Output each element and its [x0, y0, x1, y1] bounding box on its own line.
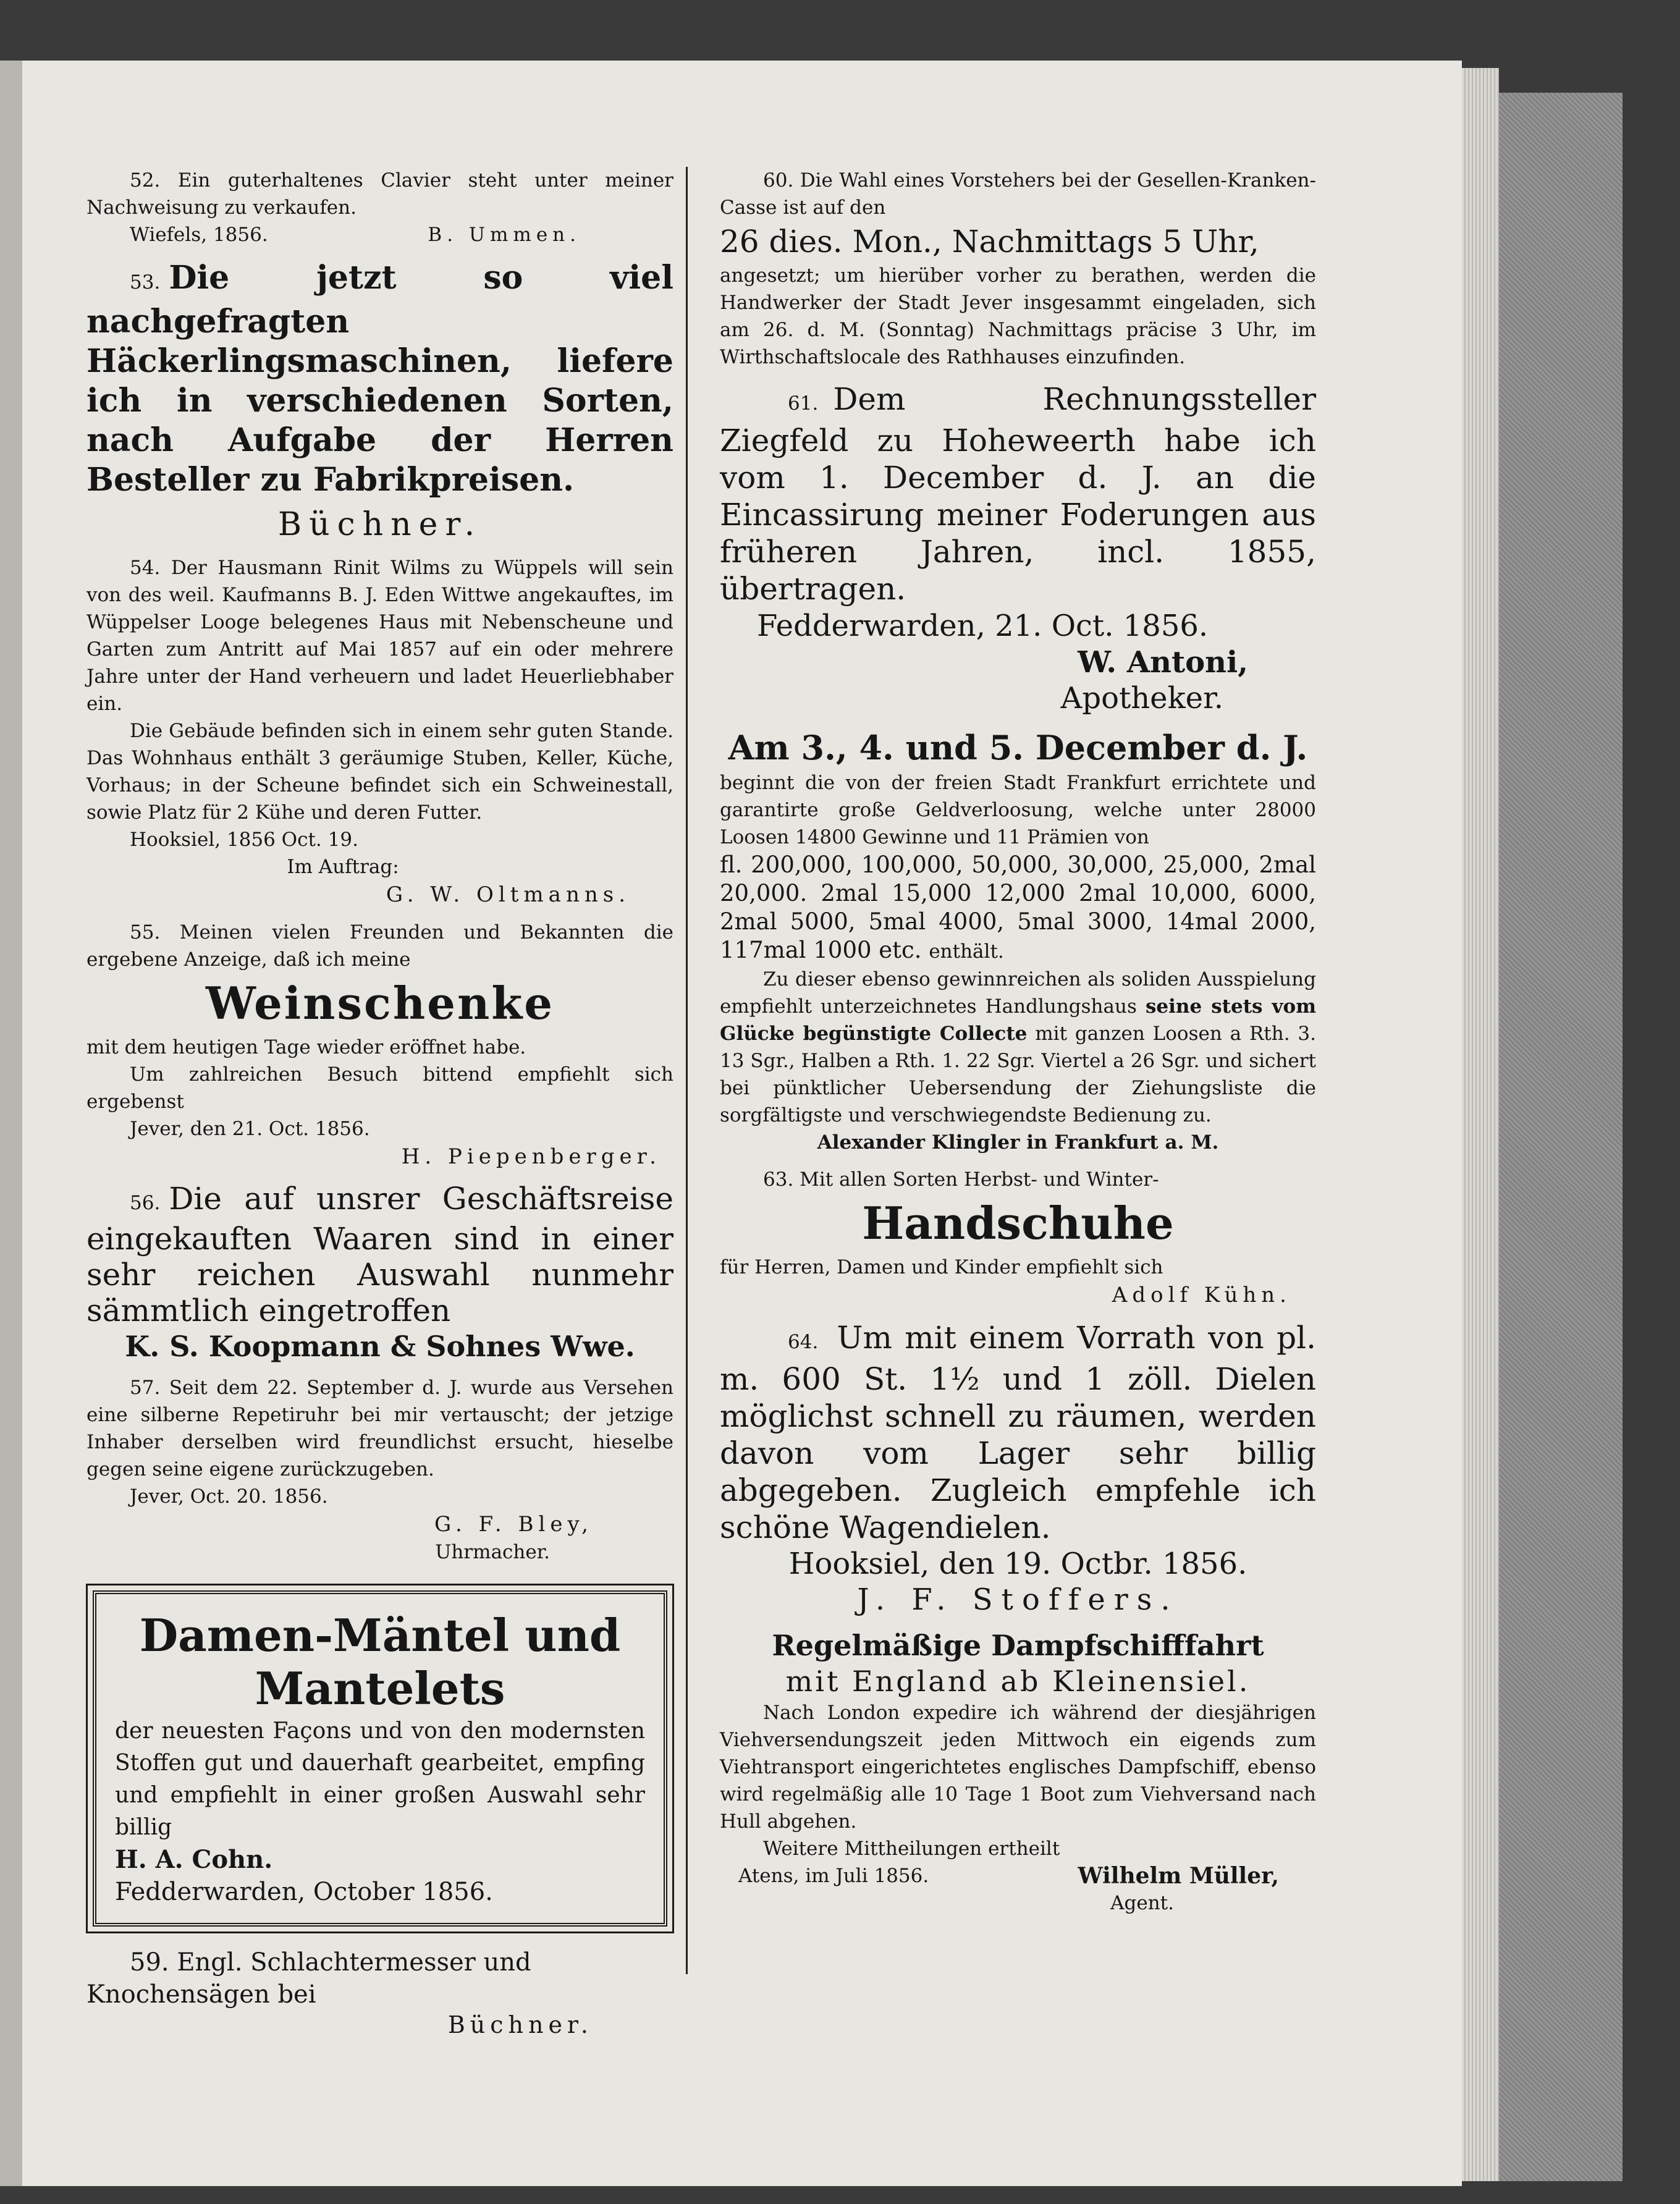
- ad-65-title-2: mit England ab Kleinensiel.: [785, 1665, 1251, 1698]
- ad-63-p1: 63. Mit allen Sorten Herbst- und Winter-: [763, 1168, 1159, 1191]
- ad-62-p1: beginnt die von der freien Stadt Frankfurt errichtete und garantirte große Geldverloosung, welche unter 28000 Loosen 14800 Gewinne und 11 Prämien von: [720, 772, 1316, 848]
- ad-65-p2: Weitere Mittheilungen ertheilt: [763, 1838, 1060, 1860]
- ad-61-role: Apotheker.: [1060, 681, 1223, 716]
- ad-62-p2b: seine stets vom Glücke begünstigte Collecte: [720, 995, 1316, 1045]
- ad-57-role: Uhrmacher.: [435, 1541, 550, 1563]
- ad-61-place: Fedderwarden, 21. Oct. 1856.: [757, 609, 1209, 643]
- ad-55-p1: 55. Meinen vielen Freunden und Bekannten die ergebene Anzeige, daß ich meine: [87, 921, 673, 971]
- ad-62-title: Am 3., 4. und 5. December d. J.: [728, 728, 1308, 767]
- ad-53-text: Die jetzt so viel nachgefragten Häckerlingsmaschinen, liefere ich in verschiedenen Sorten, nach Aufgabe der Herren Besteller zu Fabrikpreisen.: [87, 259, 673, 499]
- ad-61-text: Dem Rechnungssteller Ziegfeld zu Hoheweerth habe ich vom 1. December d. J. an die Eincassirung meiner Foderungen aus früheren Jahren, incl. 1855, übertragen.: [720, 381, 1316, 607]
- book-page-edges: [1462, 68, 1499, 2181]
- ad-60-date: 26 dies. Mon., Nachmittags 5 Uhr,: [720, 224, 1259, 260]
- ad-58-framed-box: [93, 1590, 667, 1927]
- ad-60: [720, 167, 1316, 371]
- ad-55-title: Weinschenke: [205, 977, 555, 1029]
- ad-64-place: Hooksiel, den 19. Octbr. 1856.: [788, 1547, 1247, 1581]
- ad-60-p2: angesetzt; um hierüber vorher zu berathen, werden die Handwerker der Stadt Jever insgesammt eingeladen, sich am 26. d. M. (Sonntag) Nachmittags präcise 3 Uhr, im Wirthschaftslocale des Rathhauses einzufinden.: [720, 264, 1316, 368]
- ad-52-signature: B. Ummen.: [428, 224, 581, 246]
- ad-57-place: Jever, Oct. 20. 1856.: [130, 1485, 328, 1508]
- ad-55-signature: H. Piepenberger.: [401, 1144, 661, 1169]
- ad-59: [87, 1946, 673, 2039]
- ad-64-signature: J. F. Stoffers.: [857, 1582, 1179, 1617]
- ad-52: [87, 167, 673, 248]
- ad-65-title-1: Regelmäßige Dampfschifffahrt: [772, 1629, 1264, 1662]
- ad-54-place: Hooksiel, 1856 Oct. 19.: [130, 829, 358, 851]
- ad-62-prizes: fl. 200,000, 100,000, 50,000, 30,000, 25,000, 2mal 20,000. 2mal 15,000 12,000 2mal 10,000, 6000, 2mal 5000, 5mal 4000, 5mal 3000, 14mal 2000, 117mal 1000 etc.: [720, 851, 1316, 963]
- ad-54-signature: G. W. Oltmanns.: [386, 882, 630, 907]
- ad-53-number: 53.: [130, 271, 161, 293]
- ad-64-text: Um mit einem Vorrath von pl. m. 600 St. 1½ und 1 zöll. Dielen möglichst schnell zu räumen, werden davon vom Lager sehr billig abgegeben. Zugleich empfehle ich schöne Wagendielen.: [720, 1320, 1316, 1545]
- ad-58-signature: H. A. Cohn.: [115, 1845, 273, 1874]
- ad-63-signature: Adolf Kühn.: [1112, 1283, 1291, 1307]
- ad-55-place: Jever, den 21. Oct. 1856.: [130, 1118, 370, 1140]
- page-left-edge: [0, 61, 22, 2186]
- ad-58-title: Damen-Mäntel und Mantelets: [139, 1609, 621, 1715]
- ad-64: [720, 1319, 1316, 1618]
- right-column: [720, 167, 1316, 1927]
- ad-53: [87, 258, 673, 544]
- ad-65-signature: Wilhelm Müller,: [1078, 1863, 1279, 1889]
- ad-65-place: Atens, im Juli 1856.: [738, 1865, 929, 1887]
- ad-59-signature: Büchner.: [447, 2011, 593, 2038]
- ad-63-p2: für Herren, Damen und Kinder empfiehlt sich: [720, 1256, 1163, 1278]
- ad-59-text: 59. Engl. Schlachtermesser und Knochensägen bei: [87, 1948, 531, 2009]
- ad-54-order: Im Auftrag:: [287, 856, 399, 878]
- ad-56-text: Die auf unsrer Geschäftsreise eingekauften Waaren sind in einer sehr reichen Auswahl nunmehr sämmtlich eingetroffen: [87, 1181, 673, 1328]
- ad-55: [87, 919, 673, 1171]
- ad-54-p1: 54. Der Hausmann Rinit Wilms zu Wüppels will sein von des weil. Kaufmanns B. J. Eden Wittwe angekauftes, im Wüppelser Looge belegenes Haus mit Nebenscheune und Garten zum Antritt auf Mai 1857 auf ein oder mehrere Jahre unter der Hand verheuern und ladet Heuerliebhaber ein.: [87, 557, 673, 715]
- ad-57-signature: G. F. Bley,: [434, 1512, 593, 1537]
- ad-62-prizes-end: enthält.: [929, 940, 1004, 963]
- ad-55-p3: Um zahlreichen Besuch bittend empfiehlt sich ergebenst: [87, 1063, 673, 1113]
- ad-62-signature: Alexander Klingler in Frankfurt a. M.: [817, 1131, 1219, 1154]
- ad-60-p1: 60. Die Wahl eines Vorstehers bei der Gesellen-Kranken-Casse ist auf den: [720, 169, 1316, 219]
- ad-57-p1: 57. Seit dem 22. September d. J. wurde aus Versehen eine silberne Repetiruhr bei mir vertauscht; der jetzige Inhaber derselben wird freundlichst ersucht, hieselbe gegen seine eigene zurückzugeben.: [87, 1377, 673, 1480]
- ad-55-p2: mit dem heutigen Tage wieder eröffnet habe.: [87, 1036, 526, 1058]
- ad-65-p1: Nach London expedire ich während der diesjährigen Viehversendungszeit jeden Mittwoch ein eigends zum Viehtransport eingerichtetes englisches Dampfschiff, ebenso wird regelmäßig alle 10 Tage 1 Boot zum Viehversand nach Hull abgehen.: [720, 1702, 1316, 1833]
- column-divider: [686, 167, 688, 1974]
- ad-61-signature: W. Antoni,: [1077, 645, 1248, 680]
- ad-54-p2: Die Gebäude befinden sich in einem sehr guten Stande. Das Wohnhaus enthält 3 geräumige Stuben, Keller, Küche, Vorhaus; in der Scheune befindet sich ein Schweinestall, sowie Platz für 2 Kühe und deren Futter.: [87, 720, 673, 824]
- ad-65-role: Agent.: [1110, 1892, 1174, 1914]
- ad-63: [720, 1166, 1316, 1309]
- ad-58-text: der neuesten Façons und von den modernsten Stoffen gut und dauerhaft gearbeitet, empfing und empfiehlt in einer großen Auswahl sehr billig: [115, 1718, 645, 1840]
- ad-52-text: 52. Ein guterhaltenes Clavier steht unter meiner Nachweisung zu verkaufen.: [87, 169, 673, 219]
- ad-62-p2a: Zu dieser ebenso gewinnreichen als soliden Ausspielung empfiehlt unterzeichnetes Handlungshaus: [720, 968, 1316, 1018]
- ad-62-p2c: mit ganzen Loosen a Rth. 3. 13 Sgr., Halben a Rth. 1. 22 Sgr. Viertel a 26 Sgr. und sichert bei pünktlicher Uebersendung der Ziehungsliste die sorgfältigste und verschwiegendste Bedienung zu.: [720, 1023, 1316, 1126]
- ad-65: [720, 1628, 1316, 1917]
- ad-56-signature: K. S. Koopmann & Sohnes Wwe.: [125, 1330, 635, 1363]
- ad-52-place: Wiefels, 1856.: [130, 224, 268, 246]
- ad-61: [720, 381, 1316, 716]
- ad-56-number: 56.: [130, 1192, 161, 1214]
- ad-53-signature: Büchner.: [277, 506, 483, 543]
- ad-57: [87, 1374, 673, 1566]
- ad-63-title: Handschuhe: [862, 1197, 1174, 1249]
- ad-54: [87, 554, 673, 909]
- ad-64-number: 64.: [788, 1331, 819, 1353]
- book-cover: [1499, 93, 1623, 2181]
- ad-61-number: 61.: [788, 392, 819, 415]
- ad-62: [720, 726, 1316, 1156]
- ad-58-place: Fedderwarden, October 1856.: [115, 1878, 493, 1906]
- left-column: [87, 167, 673, 2049]
- ad-56: [87, 1181, 673, 1364]
